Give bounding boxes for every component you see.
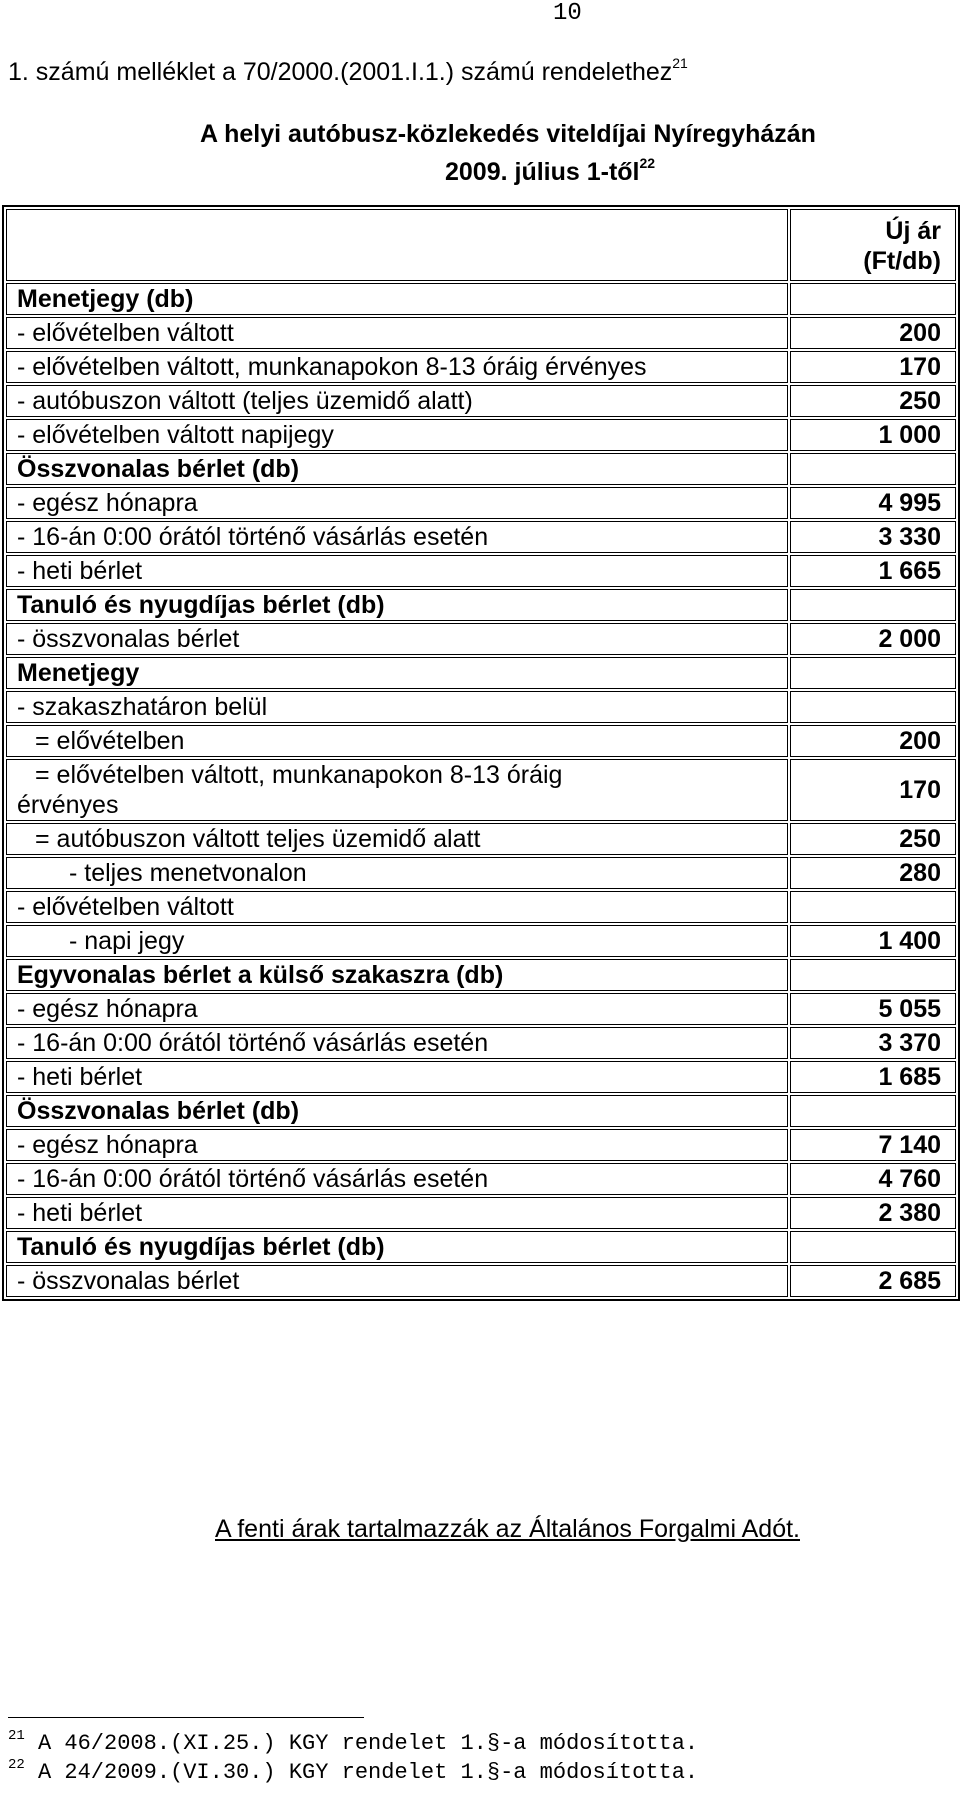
table-row	[6, 1027, 956, 1059]
row-label-line2: érvényes	[17, 791, 119, 819]
row-price: 3 370	[790, 1027, 956, 1059]
table-row	[6, 857, 956, 889]
table-row-section	[6, 959, 956, 991]
row-label: - autóbuszon váltott (teljes üzemidő alatt)	[6, 385, 788, 417]
row-price: 250	[790, 385, 956, 417]
row-label: = autóbuszon váltott teljes üzemidő alatt	[6, 823, 788, 855]
table-row	[6, 691, 956, 723]
row-price: 7 140	[790, 1129, 956, 1161]
footnote-text: A 46/2008.(XI.25.) KGY rendelet 1.§-a módosította.	[38, 1731, 699, 1756]
row-price: 3 330	[790, 521, 956, 553]
footnote-22	[8, 1757, 698, 1785]
table-row	[6, 725, 956, 757]
table-row	[6, 623, 956, 655]
row-price: 1 665	[790, 555, 956, 587]
row-label: Menetjegy	[6, 657, 788, 689]
header-price-unit: (Ft/db)	[863, 247, 941, 275]
row-label: - heti bérlet	[6, 1197, 788, 1229]
table-row	[6, 1129, 956, 1161]
table-header-row	[6, 209, 956, 281]
row-label: Menetjegy (db)	[6, 283, 788, 315]
table-row	[6, 1163, 956, 1195]
row-label: - elővételben váltott	[6, 317, 788, 349]
row-label: - napi jegy	[6, 925, 788, 957]
annex-footnote-ref[interactable]: 21	[672, 55, 688, 71]
row-price: 1 000	[790, 419, 956, 451]
row-price: 5 055	[790, 993, 956, 1025]
footnote-mark: 21	[8, 1728, 25, 1744]
row-price: 1 685	[790, 1061, 956, 1093]
table-row	[6, 925, 956, 957]
annex-text: 1. számú melléklet a 70/2000.(2001.I.1.) számú rendelethez	[8, 58, 673, 86]
table-row	[6, 487, 956, 519]
row-price: 2 685	[790, 1265, 956, 1297]
table-row	[6, 1197, 956, 1229]
row-price: 2 380	[790, 1197, 956, 1229]
row-label: Tanuló és nyugdíjas bérlet (db)	[6, 1231, 788, 1263]
row-label: - egész hónapra	[6, 993, 788, 1025]
row-label: - 16-án 0:00 órától történő vásárlás esetén	[6, 1163, 788, 1195]
row-label: - egész hónapra	[6, 1129, 788, 1161]
row-label: = elővételben	[6, 725, 788, 757]
table-row-section	[6, 589, 956, 621]
row-price	[790, 1231, 956, 1263]
row-price: 2 000	[790, 623, 956, 655]
row-label-two-line	[6, 759, 788, 821]
row-price	[790, 959, 956, 991]
footnote-text: A 24/2009.(VI.30.) KGY rendelet 1.§-a módosította.	[38, 1760, 699, 1785]
row-label: - heti bérlet	[6, 1061, 788, 1093]
row-price	[790, 453, 956, 485]
table-row	[6, 759, 956, 821]
table-row	[6, 317, 956, 349]
row-label: Egyvonalas bérlet a külső szakaszra (db)	[6, 959, 788, 991]
row-label: - összvonalas bérlet	[6, 1265, 788, 1297]
header-label-cell	[6, 209, 788, 281]
annex-heading	[8, 48, 688, 87]
vat-note: A fenti árak tartalmazzák az Általános Forgalmi Adót.	[215, 1515, 800, 1543]
table-row	[6, 385, 956, 417]
table-row	[6, 823, 956, 855]
row-price	[790, 691, 956, 723]
fare-table	[2, 205, 960, 1301]
table-row	[6, 555, 956, 587]
row-label: - teljes menetvonalon	[6, 857, 788, 889]
row-price: 1 400	[790, 925, 956, 957]
page-number: 10	[553, 0, 582, 27]
row-price: 4 995	[790, 487, 956, 519]
row-price	[790, 891, 956, 923]
table-row	[6, 521, 956, 553]
row-label: - 16-án 0:00 órától történő vásárlás esetén	[6, 521, 788, 553]
row-price	[790, 1095, 956, 1127]
row-price: 250	[790, 823, 956, 855]
row-price	[790, 589, 956, 621]
table-row	[6, 1061, 956, 1093]
row-price	[790, 283, 956, 315]
table-row-section	[6, 283, 956, 315]
row-label: - heti bérlet	[6, 555, 788, 587]
row-label: Összvonalas bérlet (db)	[6, 1095, 788, 1127]
header-price-cell	[790, 209, 956, 281]
footnote-separator	[8, 1717, 364, 1718]
row-price: 170	[790, 759, 956, 821]
footnote-mark: 22	[8, 1757, 25, 1773]
table-row	[6, 891, 956, 923]
title-date-text: 2009. július 1-től	[445, 158, 640, 186]
row-label: Összvonalas bérlet (db)	[6, 453, 788, 485]
row-label: - elővételben váltott	[6, 891, 788, 923]
row-label: - szakaszhatáron belül	[6, 691, 788, 723]
table-row	[6, 993, 956, 1025]
table-row-section	[6, 453, 956, 485]
row-label: - 16-án 0:00 órától történő vásárlás esetén	[6, 1027, 788, 1059]
footnote-21	[8, 1728, 698, 1756]
row-label: - egész hónapra	[6, 487, 788, 519]
table-row	[6, 419, 956, 451]
row-label: - elővételben váltott napijegy	[6, 419, 788, 451]
table-row-section	[6, 1231, 956, 1263]
document-title: A helyi autóbusz-közlekedés viteldíjai Nyíregyházán	[200, 120, 816, 148]
row-price: 200	[790, 317, 956, 349]
row-price: 200	[790, 725, 956, 757]
row-label: - összvonalas bérlet	[6, 623, 788, 655]
row-label-line1: = elővételben váltott, munkanapokon 8-13 óráig	[35, 761, 563, 789]
row-label: - elővételben váltott, munkanapokon 8-13 óráig érvényes	[6, 351, 788, 383]
document-title-date	[445, 155, 655, 187]
title-footnote-ref[interactable]: 22	[639, 155, 656, 171]
table-row-section	[6, 657, 956, 689]
row-price: 4 760	[790, 1163, 956, 1195]
table-row	[6, 1265, 956, 1297]
table-row	[6, 351, 956, 383]
row-price: 280	[790, 857, 956, 889]
header-price-title: Új ár	[885, 217, 941, 245]
table-row-section	[6, 1095, 956, 1127]
row-label: Tanuló és nyugdíjas bérlet (db)	[6, 589, 788, 621]
row-price	[790, 657, 956, 689]
row-price: 170	[790, 351, 956, 383]
